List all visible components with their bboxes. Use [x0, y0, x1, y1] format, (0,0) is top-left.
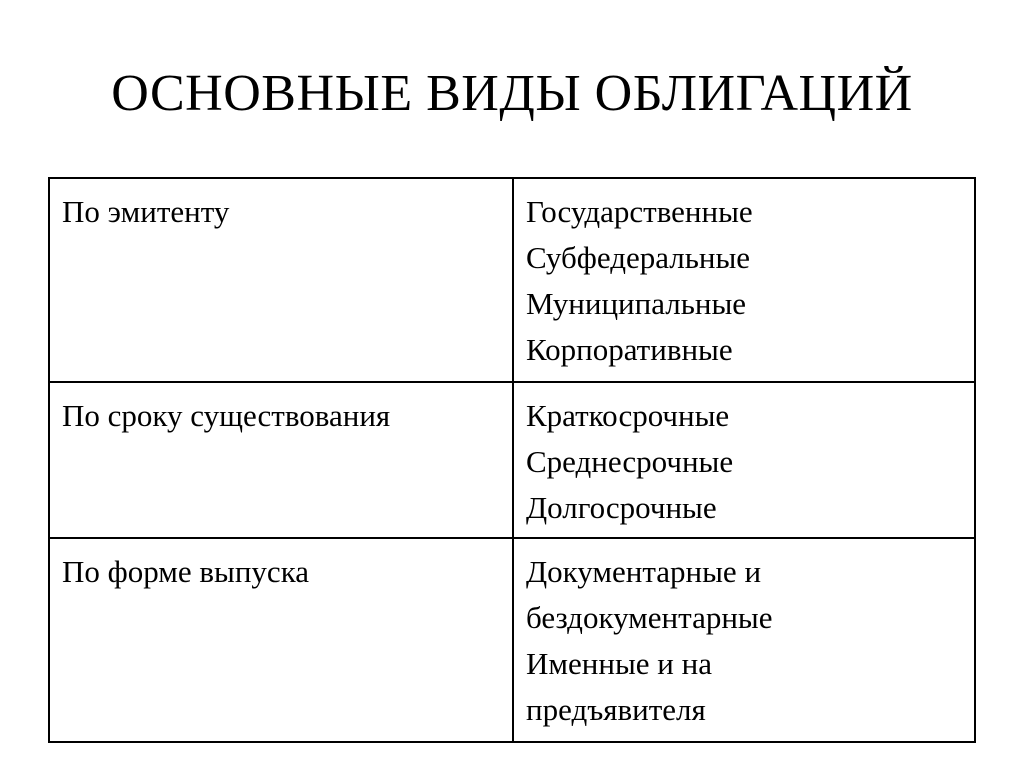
- slide-title: ОСНОВНЫЕ ВИДЫ ОБЛИГАЦИЙ: [111, 65, 913, 122]
- criterion-cell: [49, 538, 513, 742]
- criterion-cell: [49, 382, 513, 538]
- type-item: бездокументарные: [526, 600, 773, 635]
- type-item: Документарные и: [526, 554, 762, 589]
- bond-types-table: [48, 177, 976, 743]
- type-item: Государственные: [526, 194, 753, 229]
- types-cell: [513, 178, 975, 382]
- table-row: [49, 178, 975, 382]
- type-item: Краткосрочные: [526, 398, 730, 433]
- table-row: [49, 382, 975, 538]
- criterion-label: По сроку существования: [62, 398, 391, 433]
- type-item: предъявителя: [526, 692, 706, 727]
- type-item: Долгосрочные: [526, 490, 717, 525]
- type-item: Субфедеральные: [526, 240, 751, 275]
- type-item: Среднесрочные: [526, 444, 734, 479]
- criterion-label: По эмитенту: [62, 194, 230, 229]
- type-item: Корпоративные: [526, 332, 733, 367]
- types-cell: [513, 538, 975, 742]
- table-row: [49, 538, 975, 742]
- type-item: Именные и на: [526, 646, 712, 681]
- type-item: Муниципальные: [526, 286, 747, 321]
- criterion-cell: [49, 178, 513, 382]
- types-cell: [513, 382, 975, 538]
- criterion-label: По форме выпуска: [62, 554, 310, 589]
